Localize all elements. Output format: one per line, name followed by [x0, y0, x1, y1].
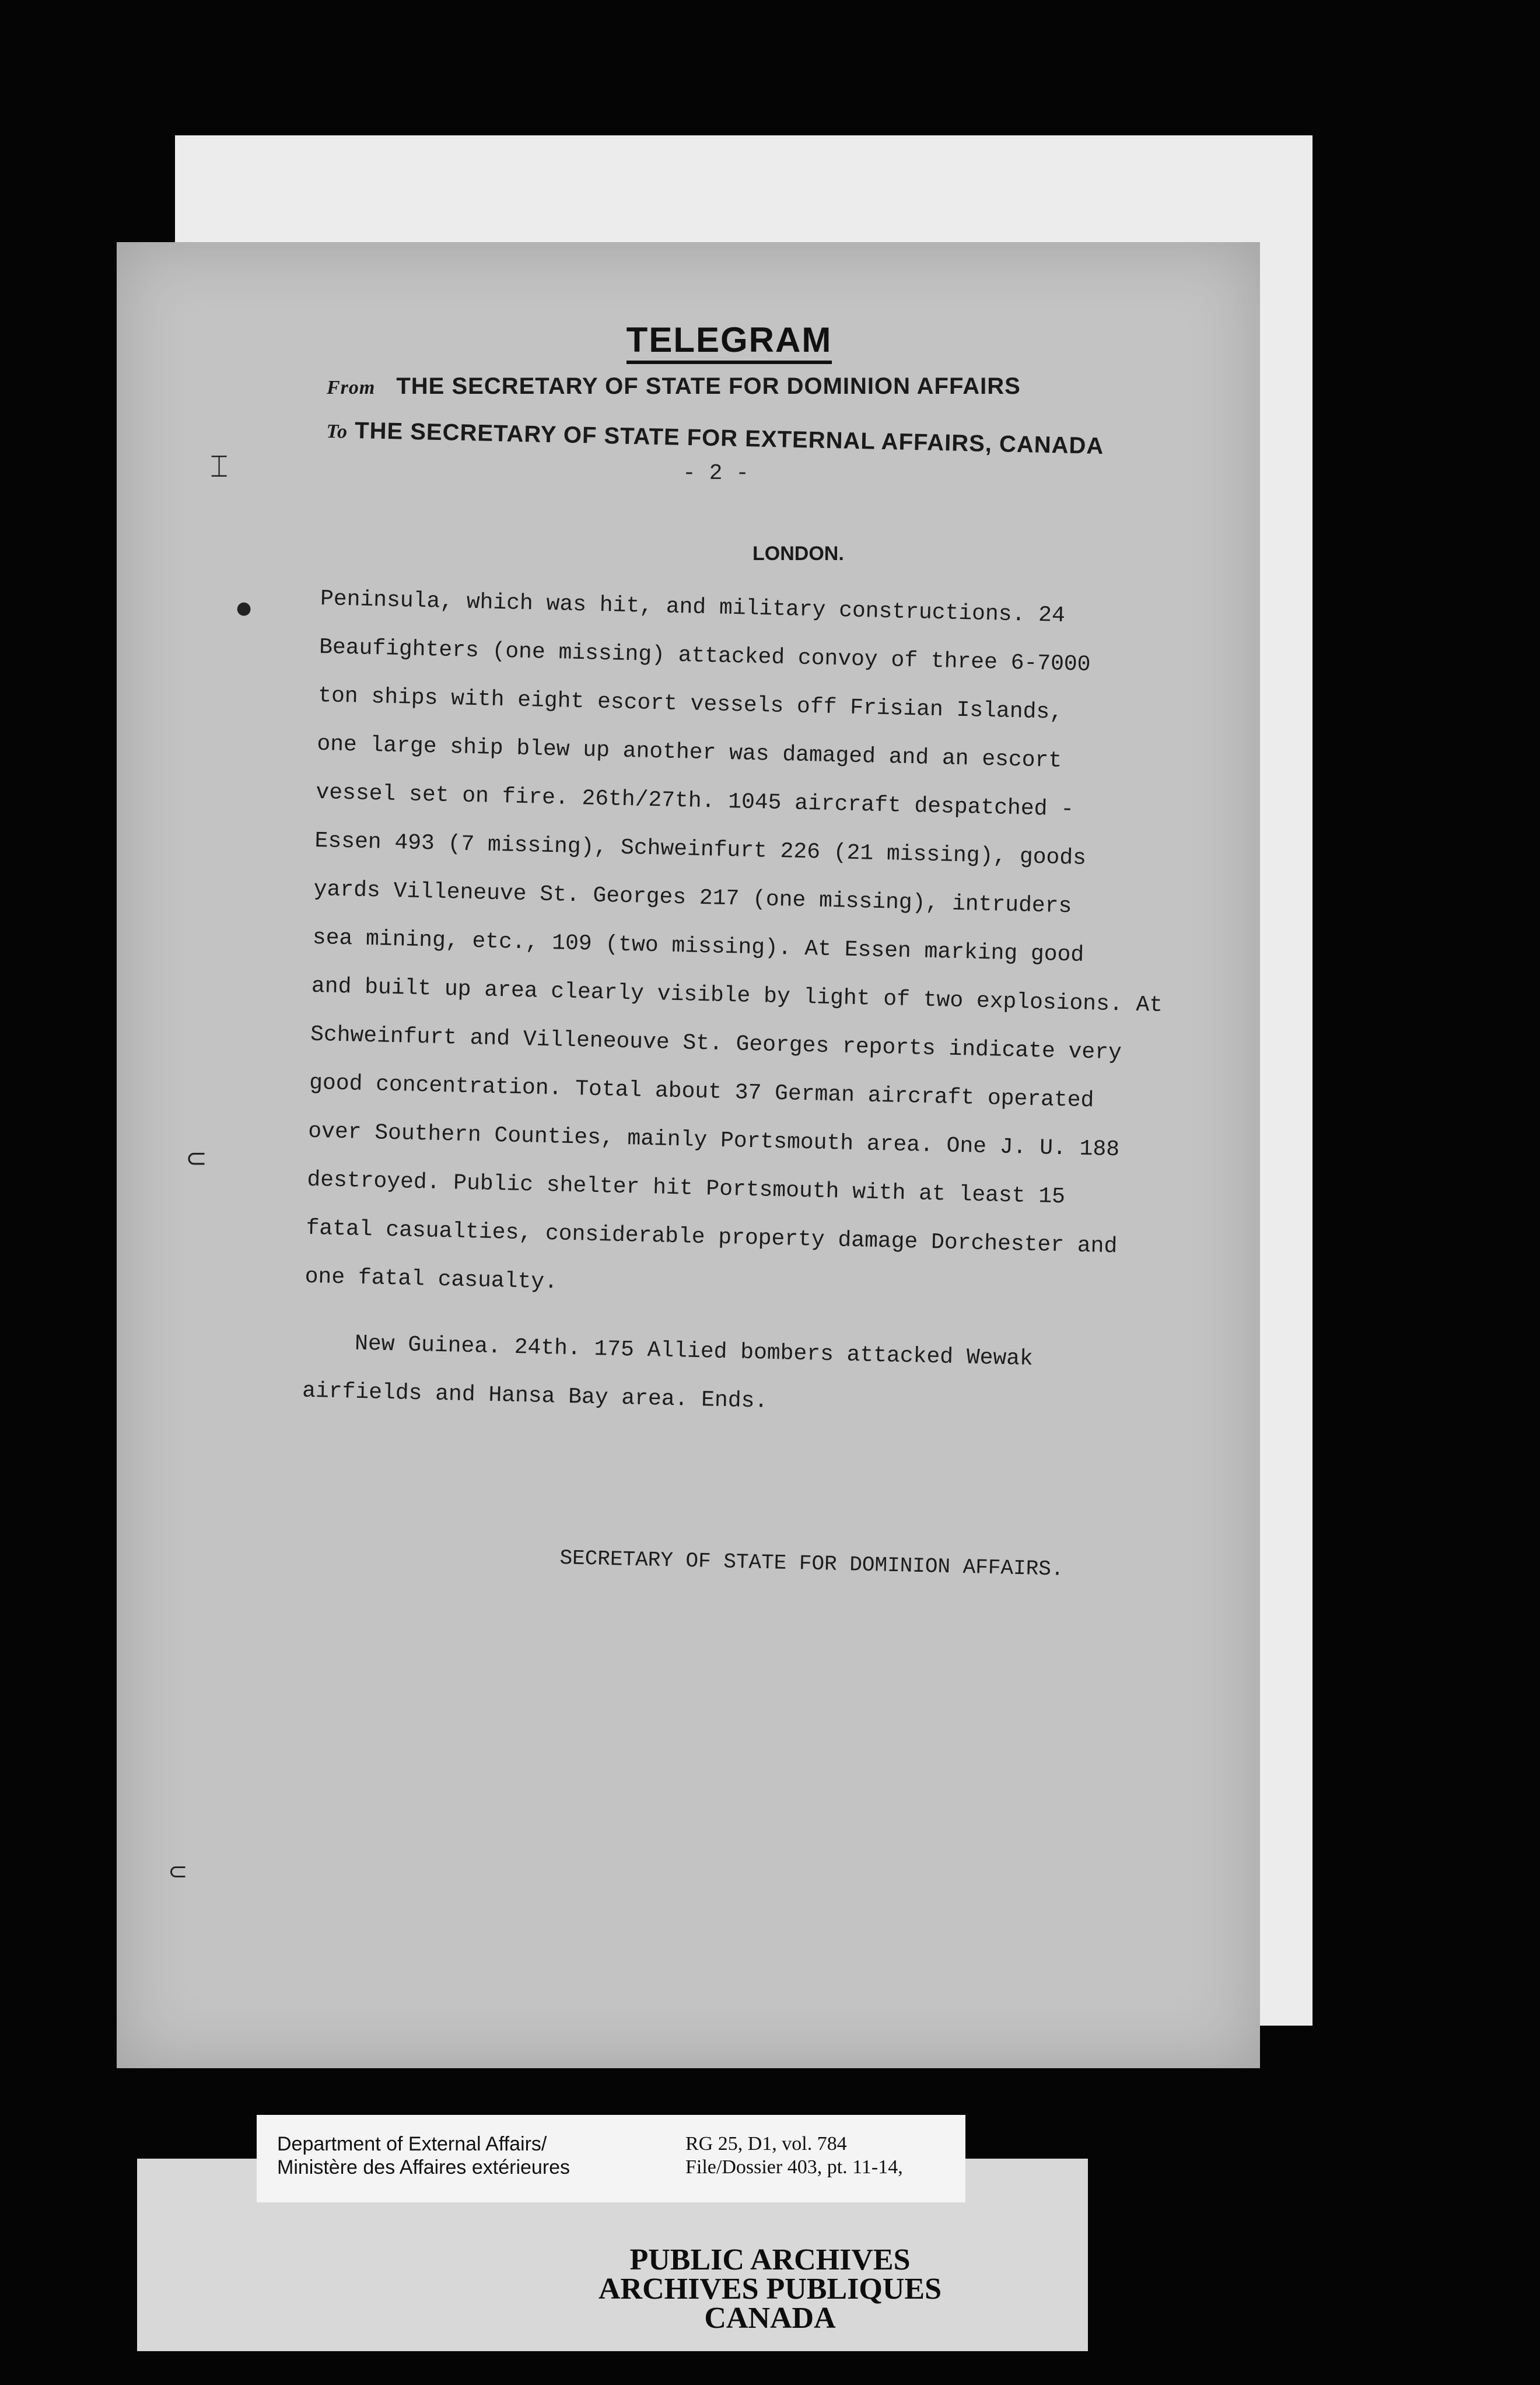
body-line: Beaufighters (one missing) attacked convoy of three 6-7000: [318, 634, 1091, 677]
margin-mark: ●: [236, 598, 252, 618]
body-line: vessel set on fire. 26th/27th. 1045 aircraft despatched -: [316, 779, 1074, 823]
to-label: To: [326, 420, 348, 443]
body-line: good concentration. Total about 37 German aircraft operated: [309, 1070, 1094, 1114]
department-name: Department of External Affairs/ Ministère des Affaires extérieures: [277, 2133, 570, 2178]
from-label: From: [327, 377, 376, 398]
archive-line: PUBLIC ARCHIVES: [629, 2243, 911, 2276]
margin-mark: ⊂: [186, 1143, 207, 1173]
body-line: and built up area clearly visible by light of two explosions. At: [311, 973, 1163, 1018]
body-line: Schweinfurt and Villeneouve St. Georges reports indicate very: [310, 1022, 1122, 1066]
body-line: New Guinea. 24th. 175 Allied bombers attacked Wewak: [354, 1331, 1034, 1372]
from-line: [327, 373, 1021, 400]
telegram-title: TELEGRAM: [0, 320, 1458, 360]
body-line: fatal casualties, considerable property damage Dorchester and: [306, 1215, 1118, 1260]
from-text: THE SECRETARY OF STATE FOR DOMINION AFFAIRS: [396, 373, 1021, 399]
signature: SECRETARY OF STATE FOR DOMINION AFFAIRS.: [559, 1546, 1064, 1582]
margin-mark: ⊂: [168, 1858, 188, 1885]
body-line: Essen 493 (7 missing), Schweinfurt 226 (21 missing), goods: [314, 828, 1087, 871]
message-body: [302, 575, 1254, 1436]
place-name: LONDON.: [752, 543, 844, 565]
to-text: THE SECRETARY OF STATE FOR EXTERNAL AFFAIRS, CANADA: [354, 418, 1104, 459]
body-line: over Southern Counties, mainly Portsmouth area. One J. U. 188: [307, 1118, 1120, 1163]
page-number: - 2 -: [682, 461, 750, 486]
body-line: sea mining, etc., 109 (two missing). At Essen marking good: [312, 925, 1084, 968]
body-line: one fatal casualty.: [304, 1264, 558, 1295]
body-line: airfields and Hansa Bay area. Ends.: [302, 1378, 768, 1414]
body-line: one large ship blew up another was damaged and an escort: [316, 731, 1062, 774]
archive-label: [257, 2115, 965, 2202]
archive-line: CANADA: [704, 2302, 836, 2335]
archive-line: ARCHIVES PUBLIQUES: [598, 2272, 942, 2306]
body-line: ton ships with eight escort vessels off Frisian Islands,: [317, 683, 1063, 725]
body-line: Peninsula, which was hit, and military constructions. 24: [320, 586, 1066, 628]
file-reference: RG 25, D1, vol. 784 File/Dossier 403, pt. 11-14,: [685, 2133, 903, 2178]
body-line: yards Villeneuve St. Georges 217 (one missing), intruders: [313, 876, 1072, 919]
body-line: destroyed. Public shelter hit Portsmouth with at least 15: [306, 1167, 1066, 1210]
margin-mark: ⌶: [210, 449, 229, 484]
